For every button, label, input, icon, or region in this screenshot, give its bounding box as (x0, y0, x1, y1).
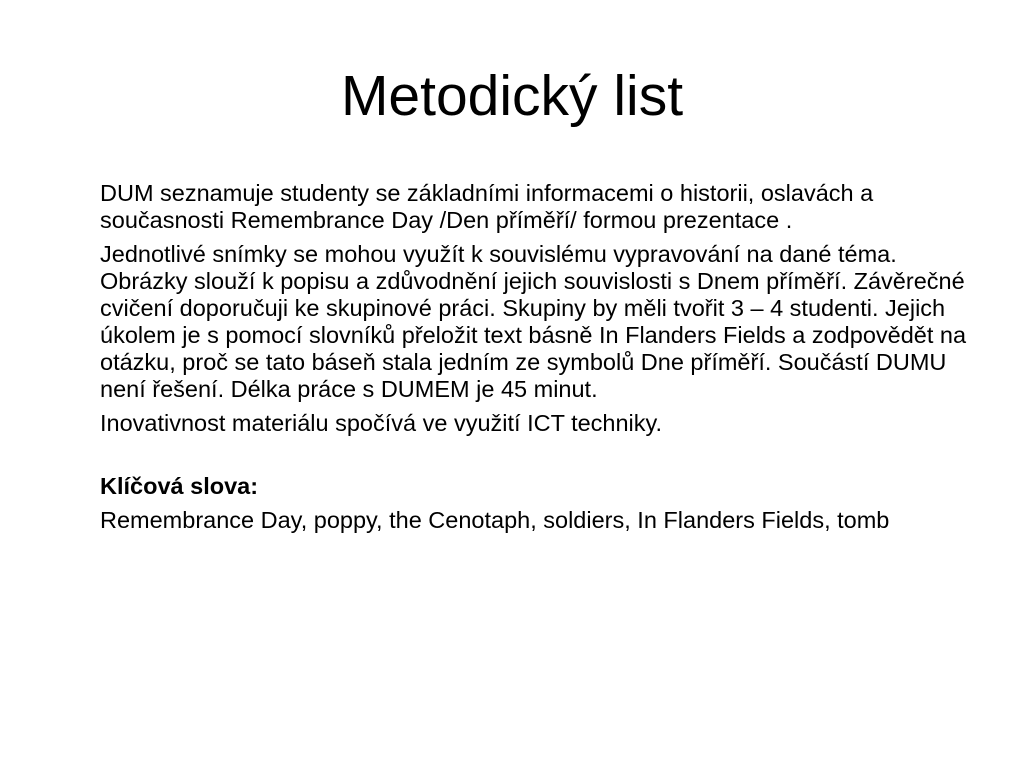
slide-body (100, 180, 970, 541)
intro-paragraph: DUM seznamuje studenty se základními informacemi o historii, oslavách a současnosti Remembrance Day /Den příměří/ formou prezentace . (100, 180, 874, 233)
slide-title: Metodický list (340, 64, 684, 128)
innovation-paragraph: Inovativnost materiálu spočívá ve využití ICT techniky. (100, 410, 663, 436)
keywords-label: Klíčová slova: (100, 473, 259, 499)
usage-paragraph: Jednotlivé snímky se mohou využít k souvislému vypravování na dané téma. Obrázky slouží k popisu a zdůvodnění jejich souvislosti s Dnem příměří. Závěrečné cvičení doporučuji ke skupinové práci. Skupiny by měli tvořit 3 – 4 studenti. Jejich úkolem je s pomocí slovníků přeložit text básně In Flanders Fields a zodpovědět na otázku, proč se tato báseň stala jedním ze symbolů Dne příměří. Součástí DUMU není řešení. Délka práce s DUMEM je 45 minut. (100, 241, 967, 402)
spacer (100, 444, 970, 473)
keywords-text: Remembrance Day, poppy, the Cenotaph, soldiers, In Flanders Fields, tomb (100, 507, 890, 533)
